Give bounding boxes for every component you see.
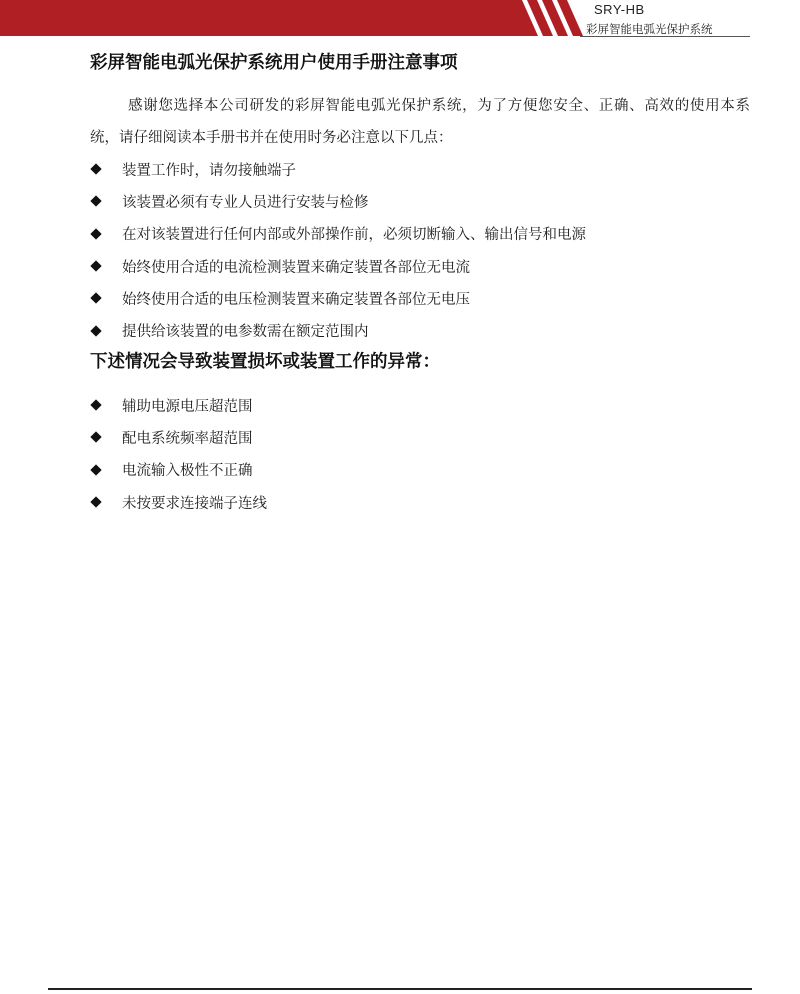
- list-item: [90, 218, 770, 250]
- header-subtitle: 彩屏智能电弧光保护系统: [586, 22, 713, 36]
- diamond-bullet-icon: [90, 163, 102, 175]
- diamond-bullet-icon: [90, 325, 102, 337]
- diamond-bullet-icon: [90, 399, 102, 411]
- header-divider: [580, 36, 750, 37]
- diamond-bullet-icon: [90, 431, 102, 443]
- list-item: [90, 389, 770, 421]
- list-item: [90, 314, 770, 346]
- list-item-text: 始终使用合适的电流检测装置来确定装置各部位无电流: [122, 259, 470, 276]
- diamond-bullet-icon: [90, 195, 102, 207]
- list-item: [90, 486, 770, 518]
- list-item: [90, 250, 770, 282]
- list-item-text: 装置工作时，请勿接触端子: [122, 162, 296, 179]
- section-heading: 下述情况会导致装置损坏或装置工作的异常：: [90, 352, 440, 372]
- footer-divider: [48, 988, 752, 990]
- list-item: [90, 282, 770, 314]
- diamond-bullet-icon: [90, 228, 102, 240]
- list-item-text: 配电系统频率超范围: [122, 430, 253, 447]
- list-item-text: 提供给该装置的电参数需在额定范围内: [122, 324, 369, 341]
- list-item: [90, 454, 770, 486]
- diamond-bullet-icon: [90, 260, 102, 272]
- list-item: [90, 185, 770, 217]
- list-item-text: 未按要求连接端子连线: [122, 495, 267, 512]
- page-title: 彩屏智能电弧光保护系统用户使用手册注意事项: [90, 53, 458, 73]
- diamond-bullet-icon: [90, 464, 102, 476]
- page-header: [0, 0, 800, 40]
- list-item: [90, 421, 770, 453]
- diamond-bullet-icon: [90, 496, 102, 508]
- precautions-list: [90, 153, 770, 347]
- product-code: SRY-HB: [594, 2, 645, 17]
- diamond-bullet-icon: [90, 292, 102, 304]
- list-item: [90, 153, 770, 185]
- list-item-text: 辅助电源电压超范围: [122, 398, 253, 415]
- list-item-text: 电流输入极性不正确: [122, 463, 253, 480]
- list-item-text: 始终使用合适的电压检测装置来确定装置各部位无电压: [122, 291, 470, 308]
- list-item-text: 该装置必须有专业人员进行安装与检修: [122, 194, 369, 211]
- list-item-text: 在对该装置进行任何内部或外部操作前，必须切断输入、输出信号和电源: [122, 227, 586, 244]
- intro-paragraph: 感谢您选择本公司研发的彩屏智能电弧光保护系统，为了方便您安全、正确、高效的使用本系统，请仔细阅读本手册书并在使用时务必注意以下几点：: [90, 98, 750, 146]
- abnormal-conditions-list: [90, 389, 770, 518]
